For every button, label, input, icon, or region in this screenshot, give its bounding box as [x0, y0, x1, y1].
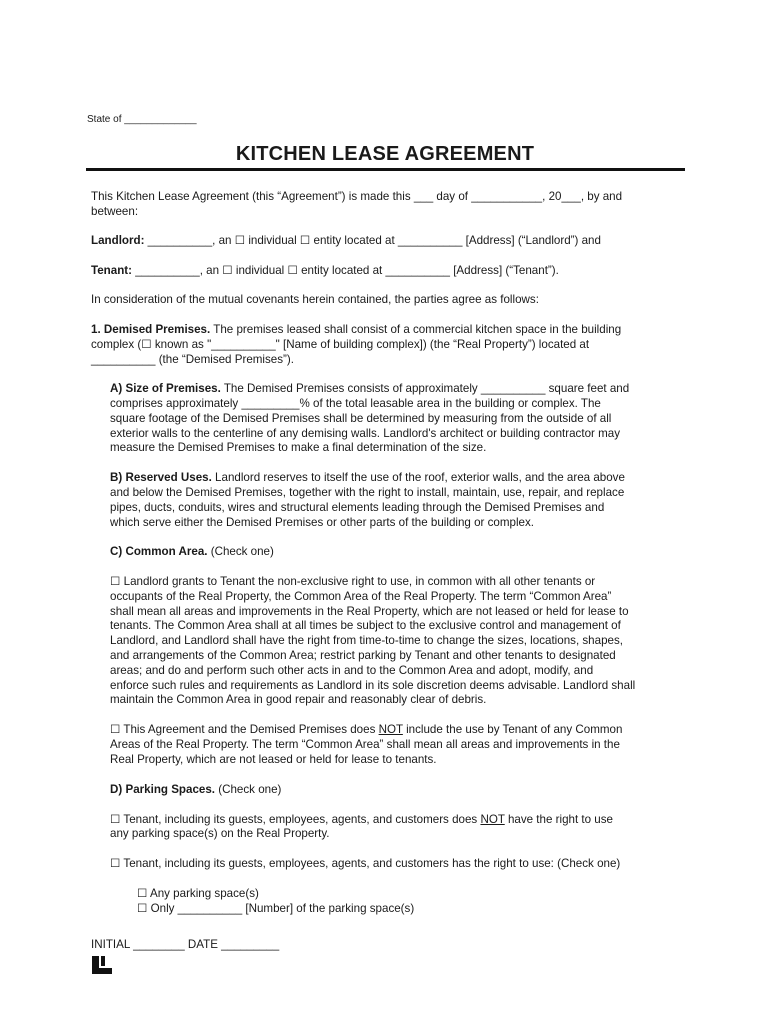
common-area-option-1-line: Landlord, and Landlord shall have the right from time-to-time to change the sizes, locations, shapes, [110, 634, 623, 647]
section-d-heading: D) Parking Spaces. [110, 783, 216, 796]
parking-option-1-text-end: have the right to use [504, 813, 613, 826]
section-b-line-3: pipes, ducts, conduits, wires and structural elements leading through the Demised Premises and [110, 501, 605, 514]
section-1-text: The premises leased shall consist of a commercial kitchen space in the building [210, 323, 622, 336]
section-a-line-3: square footage of the Demised Premises shall be determined by measuring from the outside of all [110, 412, 612, 425]
brand-logo-icon [92, 956, 112, 974]
section-d-line [110, 783, 281, 798]
common-area-option-1-line: tenants. The Common Area shall at all times be subject to the exclusive control and management of [110, 619, 621, 632]
tenant-line [91, 264, 559, 279]
common-area-option-1-line: maintain the Common Area in good repair and reasonably clear of debris. [110, 693, 487, 706]
common-area-not-emphasis: NOT [378, 723, 403, 736]
tenant-label: Tenant: [91, 264, 133, 277]
section-a-text: The Demised Premises consists of approximately __________ square feet and [220, 382, 630, 395]
common-area-option-2-line-1 [110, 723, 622, 738]
section-1-line-1 [91, 323, 621, 338]
common-area-option-1-line: ☐ Landlord grants to Tenant the non-exclusive right to use, in common with all other tenants or [110, 575, 596, 588]
common-area-option-1-line: enforce such rules and requirements as Landlord in its sole discretion deems advisable. Landlord shall [110, 679, 636, 692]
title-rule [86, 168, 685, 171]
section-b-line-2: and below the Demised Premises, together with the right to install, maintain, use, repair, and replace [110, 486, 625, 499]
section-1-line-3: __________ (the “Demised Premises”). [91, 353, 294, 366]
common-area-option-2-line-3: Real Property, which are not leased or held for lease to tenants. [110, 753, 437, 766]
landlord-text: __________, an ☐ individual ☐ entity located at __________ [Address] (“Landlord”) and [144, 234, 601, 247]
parking-not-emphasis: NOT [480, 813, 505, 826]
parking-option-1-text: ☐ Tenant, including its guests, employees, agents, and customers does [110, 813, 481, 826]
section-c-heading: C) Common Area. [110, 545, 208, 558]
common-area-option-2-text-end: include the use by Tenant of any Common [402, 723, 623, 736]
parking-suboption-only: ☐ Only __________ [Number] of the parking space(s) [137, 902, 415, 915]
section-1-line-2: complex (☐ known as "__________" [Name of building complex]) (the “Real Property”) located at [91, 338, 590, 351]
section-a-line-1 [110, 382, 629, 397]
common-area-option-2-line-2: Areas of the Real Property. The term “Common Area” shall mean all areas and improvements in the [110, 738, 620, 751]
section-a-heading: A) Size of Premises. [110, 382, 221, 395]
section-c-note: (Check one) [207, 545, 274, 558]
document-title: KITCHEN LEASE AGREEMENT [235, 143, 535, 165]
common-area-option-1-line: shall mean all areas and improvements in the Real Property, which are not leased or held for lease to [110, 605, 629, 618]
section-c-line [110, 545, 274, 560]
parking-suboption-any: ☐ Any parking space(s) [137, 887, 259, 900]
section-b-line-1 [110, 471, 625, 486]
parking-option-1-line-2: any parking space(s) on the Real Property. [110, 827, 330, 840]
state-of-line: State of _____________ [87, 114, 197, 125]
common-area-option-1-line: areas; and do and perform such other acts in and to the Common Area and adopt, modify, and [110, 664, 594, 677]
intro-line-2: between: [91, 205, 139, 218]
intro-line-1: This Kitchen Lease Agreement (this “Agreement”) is made this ___ day of ___________, 20___, by and [91, 190, 623, 203]
section-1-heading: 1. Demised Premises. [91, 323, 211, 336]
common-area-option-2-text: ☐ This Agreement and the Demised Premises does [110, 723, 379, 736]
common-area-option-1-line: occupants of the Real Property, the Common Area of the Real Property. The term “Common Area” [110, 590, 612, 603]
landlord-line [91, 234, 601, 249]
consideration-line: In consideration of the mutual covenants herein contained, the parties agree as follows: [91, 293, 539, 306]
parking-option-2-line: ☐ Tenant, including its guests, employees, agents, and customers has the right to use: (Check one) [110, 857, 621, 870]
section-b-text: Landlord reserves to itself the use of the roof, exterior walls, and the area above [211, 471, 625, 484]
section-b-heading: B) Reserved Uses. [110, 471, 212, 484]
section-b-line-4: which serve either the Demised Premises or other parts of the building or complex. [110, 516, 535, 529]
parking-option-1-line-1 [110, 813, 613, 828]
section-d-note: (Check one) [215, 783, 282, 796]
tenant-text: __________, an ☐ individual ☐ entity located at __________ [Address] (“Tenant”). [132, 264, 559, 277]
section-a-line-5: measure the Demised Premises to make a final determination of the size. [110, 441, 487, 454]
section-a-line-4: exterior walls to the centerline of any demising walls. Landlord's architect or building contractor may [110, 427, 621, 440]
initial-date-line: INITIAL ________ DATE _________ [91, 938, 280, 951]
section-a-line-2: comprises approximately _________% of the total leasable area in the building or complex. The [110, 397, 601, 410]
landlord-label: Landlord: [91, 234, 145, 247]
common-area-option-1-line: and arrangements of the Common Area; restrict parking by Tenant and other tenants to designated [110, 649, 616, 662]
